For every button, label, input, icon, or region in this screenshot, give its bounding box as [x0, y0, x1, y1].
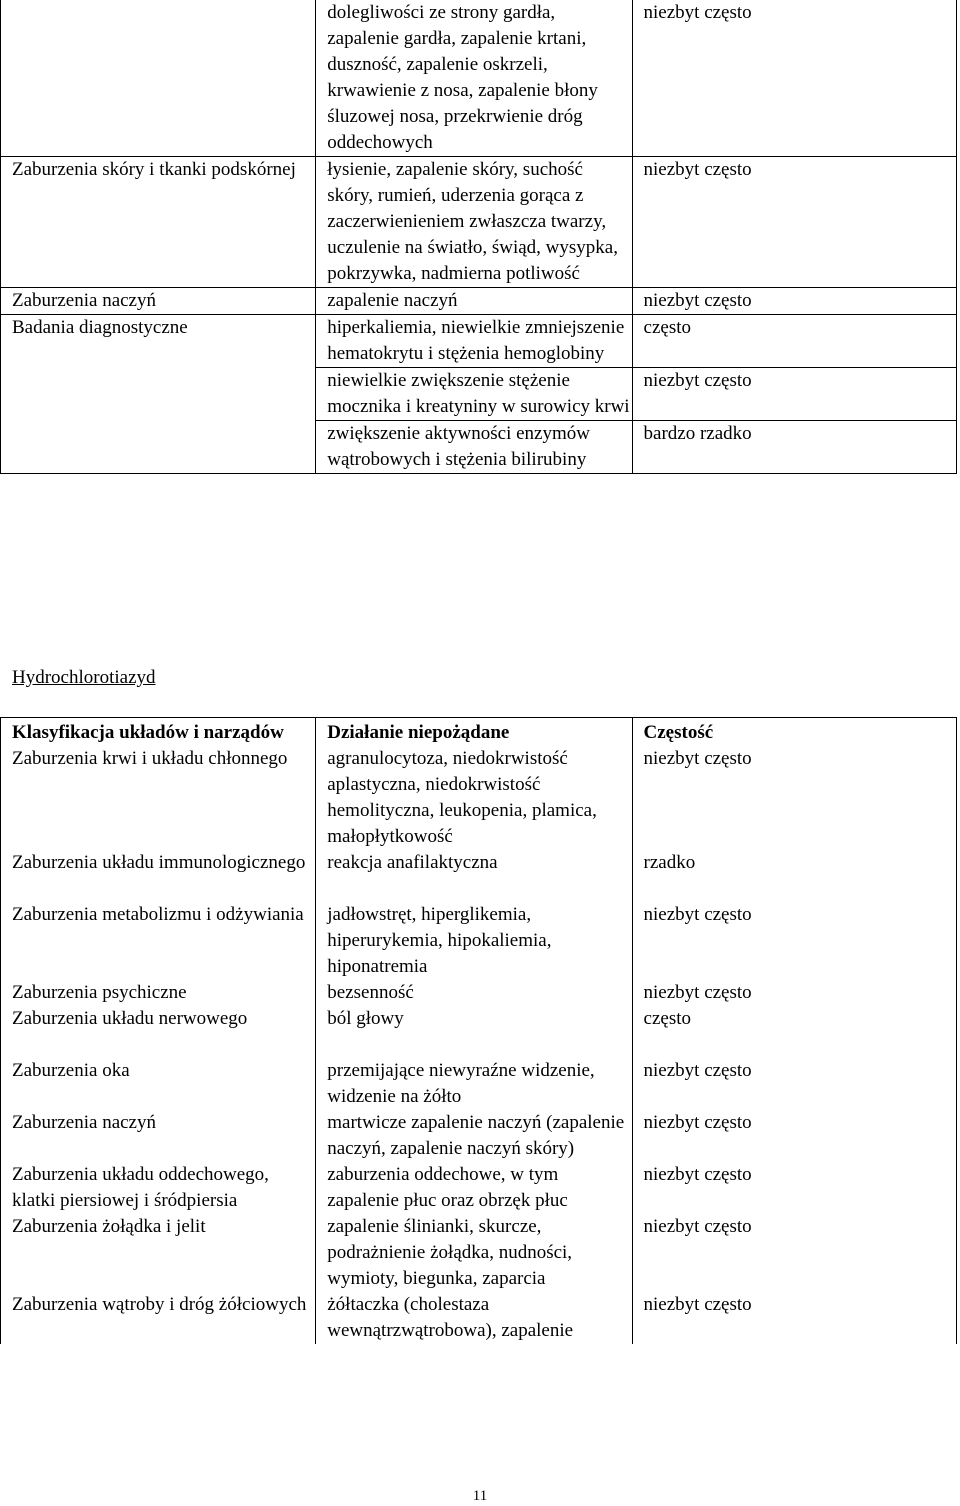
adverse-effect-cell: bezsenność — [316, 980, 632, 1006]
adverse-effects-table-continued — [0, 0, 957, 474]
organ-class-cell: Zaburzenia naczyń — [1, 1110, 316, 1162]
table-row — [1, 421, 957, 474]
table-header-row — [1, 718, 957, 747]
table-row — [1, 288, 957, 315]
adverse-effect-cell: niewielkie zwiększenie stężenie mocznika i kreatyniny w surowicy krwi — [316, 368, 632, 421]
adverse-effect-cell: agranulocytoza, niedokrwistość aplastyczna, niedokrwistość hemolityczna, leukopenia, plamica, małopłytkowość — [316, 746, 632, 850]
organ-class-cell: Zaburzenia naczyń — [1, 288, 316, 315]
table-row — [1, 1058, 957, 1110]
organ-class-cell: Zaburzenia układu immunologicznego — [1, 850, 316, 902]
organ-class-cell: Zaburzenia psychiczne — [1, 980, 316, 1006]
frequency-cell: niezbyt często — [632, 1214, 956, 1292]
frequency-cell: niezbyt często — [632, 368, 956, 421]
adverse-effect-cell: zapalenie ślinianki, skurcze, podrażnienie żołądka, nudności, wymioty, biegunka, zaparcia — [316, 1214, 632, 1292]
table-row — [1, 746, 957, 850]
page-number: 11 — [472, 1488, 488, 1504]
adverse-effect-cell: ból głowy — [316, 1006, 632, 1058]
adverse-effect-cell: zapalenie naczyń — [316, 288, 632, 315]
adverse-effect-cell: dolegliwości ze strony gardła, zapalenie gardła, zapalenie krtani, duszność, zapalenie oskrzeli, krwawienie z nosa, zapalenie błony śluzowej nosa, przekrwienie dróg oddechowych — [316, 0, 632, 157]
frequency-cell: niezbyt często — [632, 1058, 956, 1110]
adverse-effect-cell: martwicze zapalenie naczyń (zapalenie naczyń, zapalenie naczyń skóry) — [316, 1110, 632, 1162]
adverse-effect-cell: jadłowstręt, hiperglikemia, hiperurykemia, hipokaliemia, hiponatremia — [316, 902, 632, 980]
frequency-cell: niezbyt często — [632, 980, 956, 1006]
organ-class-cell: Zaburzenia krwi i układu chłonnego — [1, 746, 316, 850]
table-row — [1, 1110, 957, 1162]
adverse-effect-cell: reakcja anafilaktyczna — [316, 850, 632, 902]
frequency-cell: niezbyt często — [632, 0, 956, 157]
table-row — [1, 902, 957, 980]
frequency-cell: niezbyt często — [632, 1162, 956, 1214]
adverse-effect-cell: zwiększenie aktywności enzymów wątrobowych i stężenia bilirubiny — [316, 421, 632, 474]
table-row — [1, 1006, 957, 1058]
adverse-effect-cell: żółtaczka (cholestaza wewnątrzwątrobowa), zapalenie — [316, 1292, 632, 1344]
organ-class-cell — [1, 421, 316, 474]
organ-class-cell — [1, 368, 316, 421]
organ-class-cell: Badania diagnostyczne — [1, 315, 316, 368]
frequency-cell: niezbyt często — [632, 157, 956, 288]
organ-class-cell: Zaburzenia żołądka i jelit — [1, 1214, 316, 1292]
organ-class-cell — [1, 0, 316, 157]
organ-class-cell: Zaburzenia układu nerwowego — [1, 1006, 316, 1058]
table-row — [1, 1214, 957, 1292]
table-row — [1, 315, 957, 368]
column-header-organ-class: Klasyfikacja układów i narządów — [1, 718, 316, 747]
organ-class-cell: Zaburzenia oka — [1, 1058, 316, 1110]
table-row — [1, 850, 957, 902]
adverse-effect-cell: łysienie, zapalenie skóry, suchość skóry, rumień, uderzenia gorąca z zaczerwienieniem zwłaszcza twarzy, uczulenie na światło, świąd, wysypka, pokrzywka, nadmierna potliwość — [316, 157, 632, 288]
table-row — [1, 980, 957, 1006]
table-row — [1, 1162, 957, 1214]
organ-class-cell: Zaburzenia skóry i tkanki podskórnej — [1, 157, 316, 288]
frequency-cell: często — [632, 315, 956, 368]
table-row — [1, 0, 957, 157]
adverse-effects-table — [0, 717, 957, 1344]
column-header-frequency: Częstość — [632, 718, 956, 747]
organ-class-cell: Zaburzenia układu oddechowego, klatki piersiowej i śródpiersia — [1, 1162, 316, 1214]
frequency-cell: niezbyt często — [632, 1292, 956, 1344]
frequency-cell: niezbyt często — [632, 1110, 956, 1162]
frequency-cell: niezbyt często — [632, 746, 956, 850]
table-row — [1, 1292, 957, 1344]
organ-class-cell: Zaburzenia wątroby i dróg żółciowych — [1, 1292, 316, 1344]
adverse-effect-cell: zaburzenia oddechowe, w tym zapalenie płuc oraz obrzęk płuc — [316, 1162, 632, 1214]
organ-class-cell: Zaburzenia metabolizmu i odżywiania — [1, 902, 316, 980]
frequency-cell: niezbyt często — [632, 288, 956, 315]
section-title: Hydrochlorotiazyd — [12, 667, 156, 688]
frequency-cell: rzadko — [632, 850, 956, 902]
frequency-cell: często — [632, 1006, 956, 1058]
frequency-cell: niezbyt często — [632, 902, 956, 980]
adverse-effect-cell: przemijające niewyraźne widzenie, widzenie na żółto — [316, 1058, 632, 1110]
frequency-cell: bardzo rzadko — [632, 421, 956, 474]
table-row — [1, 157, 957, 288]
column-header-adverse-effect: Działanie niepożądane — [316, 718, 632, 747]
table-row — [1, 368, 957, 421]
adverse-effect-cell: hiperkaliemia, niewielkie zmniejszenie hematokrytu i stężenia hemoglobiny — [316, 315, 632, 368]
